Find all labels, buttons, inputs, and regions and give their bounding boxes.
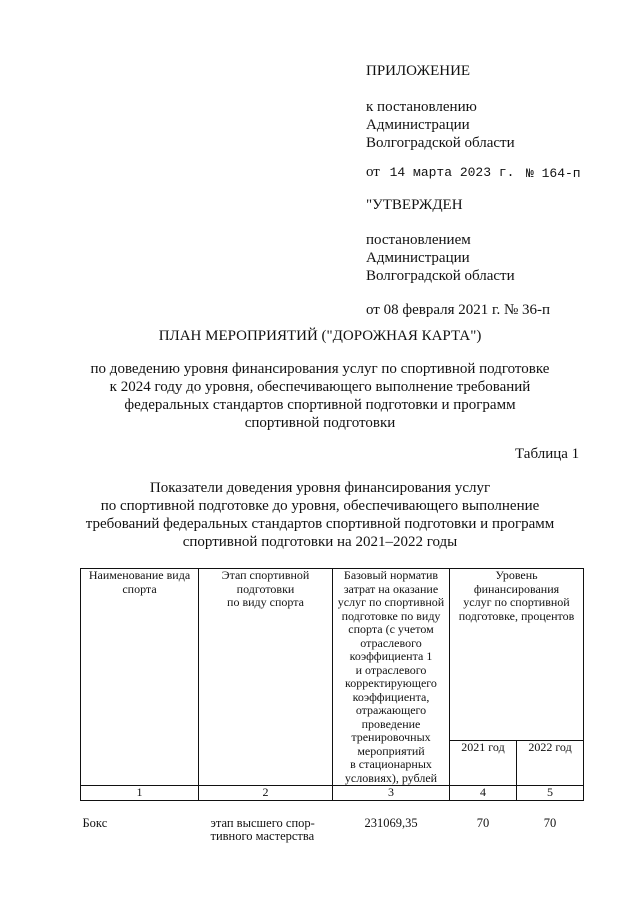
col-header-funding-line: услуг по спортивной bbox=[463, 595, 570, 609]
resolution-number: № 164-п bbox=[526, 166, 581, 181]
col-header-norm-line: корректирующего bbox=[345, 676, 437, 690]
approved-block bbox=[366, 196, 550, 319]
plan-subtitle-line-3: федеральных стандартов спортивной подготовки и программ bbox=[124, 397, 516, 413]
column-number: 2 bbox=[199, 786, 333, 801]
table-label: Таблица 1 bbox=[515, 446, 580, 462]
cell-stage bbox=[199, 800, 333, 844]
table-title-line-4: спортивной подготовки на 2021–2022 годы bbox=[182, 534, 458, 550]
col-header-norm-line: отражающего bbox=[355, 703, 427, 717]
col-header-norm-line: услуг по спортивной bbox=[337, 595, 445, 609]
col-header-funding-level bbox=[450, 569, 584, 741]
column-number: 3 bbox=[333, 786, 450, 801]
col-header-norm-line: коэффициента, bbox=[352, 689, 430, 704]
col-header-norm-line: условиях), рублей bbox=[344, 770, 438, 785]
attachment-title: ПРИЛОЖЕНИЕ bbox=[366, 63, 471, 79]
col-header-sport bbox=[81, 569, 199, 786]
col-header-norm-line: Базовый норматив bbox=[343, 568, 439, 582]
col-header-stage-line-2: подготовки bbox=[236, 581, 295, 596]
table-title-line-1: Показатели доведения уровня финансирования услуг bbox=[149, 480, 491, 496]
column-number: 4 bbox=[450, 786, 517, 801]
attachment-block bbox=[366, 62, 515, 152]
cell-level-2022: 70 bbox=[543, 815, 557, 830]
col-header-funding-line: финансирования bbox=[473, 581, 560, 596]
col-header-norm-line: подготовке по виду bbox=[341, 608, 441, 623]
approved-by-line-2: Администрации bbox=[366, 250, 470, 266]
col-header-norm-line: коэффициента 1 bbox=[349, 649, 433, 663]
col-header-norm-line: в стационарных bbox=[350, 757, 432, 771]
table-title bbox=[0, 479, 640, 551]
date-value: 14 марта 2023 г. bbox=[389, 165, 515, 180]
cell-stage-line-1: этап высшего спор- bbox=[210, 815, 315, 830]
col-header-norm-line: мероприятий bbox=[357, 743, 425, 758]
col-header-stage-line-3: по виду спорта bbox=[227, 595, 304, 609]
col-header-funding-line: подготовке, процентов bbox=[458, 608, 575, 623]
col-header-norm-line: проведение bbox=[361, 716, 421, 731]
resolution-line-1: к постановлению bbox=[366, 99, 477, 115]
resolution-line-3: Волгоградской области bbox=[366, 135, 515, 151]
col-header-stage bbox=[199, 569, 333, 786]
plan-subtitle-line-4: спортивной подготовки bbox=[244, 415, 396, 431]
cell-level-2021: 70 bbox=[476, 815, 490, 830]
plan-subtitle-line-1: по доведению уровня финансирования услуг по спортивной подготовке bbox=[90, 361, 550, 377]
col-header-norm-line: тренировочных bbox=[351, 730, 431, 744]
col-header-norm bbox=[333, 569, 450, 786]
col-header-2022: 2022 год bbox=[517, 740, 584, 785]
resolution-date bbox=[366, 164, 514, 181]
column-number: 1 bbox=[81, 786, 199, 801]
cell-stage-line-2: тивного мастерства bbox=[210, 829, 315, 843]
col-header-funding-line: Уровень bbox=[495, 568, 538, 582]
approved-title: "УТВЕРЖДЕН bbox=[366, 197, 463, 213]
resolution-line-2: Администрации bbox=[366, 117, 470, 133]
col-header-sport-line-2: спорта bbox=[122, 581, 157, 596]
col-header-norm-line: отраслевого bbox=[360, 635, 422, 650]
funding-table bbox=[80, 568, 584, 844]
cell-sport: Бокс bbox=[82, 815, 108, 830]
approved-date: от 08 февраля 2021 г. № 36-п bbox=[366, 302, 551, 318]
cell-norm: 231069,35 bbox=[364, 815, 418, 830]
col-header-norm-line: спорта (с учетом bbox=[348, 622, 434, 636]
approved-by-line-3: Волгоградской области bbox=[366, 268, 515, 284]
date-prefix: от bbox=[366, 164, 380, 180]
plan-title: ПЛАН МЕРОПРИЯТИЙ ("ДОРОЖНАЯ КАРТА") bbox=[158, 328, 482, 344]
col-header-norm-line: и отраслевого bbox=[355, 662, 427, 677]
plan-subtitle bbox=[0, 360, 640, 432]
col-header-2021: 2021 год bbox=[450, 740, 517, 785]
table-title-line-2: по спортивной подготовке до уровня, обеспечивающего выполнение bbox=[100, 498, 540, 514]
table-row bbox=[81, 800, 584, 844]
column-number: 5 bbox=[517, 786, 584, 801]
col-header-sport-line-1: Наименование вида bbox=[88, 568, 191, 582]
plan-subtitle-line-2: к 2024 году до уровня, обеспечивающего выполнение требований bbox=[109, 379, 531, 395]
table-title-line-3: требований федеральных стандартов спортивной подготовки и программ bbox=[85, 516, 555, 532]
approved-by-line-1: постановлением bbox=[366, 232, 471, 248]
col-header-stage-line-1: Этап спортивной bbox=[221, 568, 310, 582]
col-header-norm-line: затрат на оказание bbox=[343, 581, 439, 596]
